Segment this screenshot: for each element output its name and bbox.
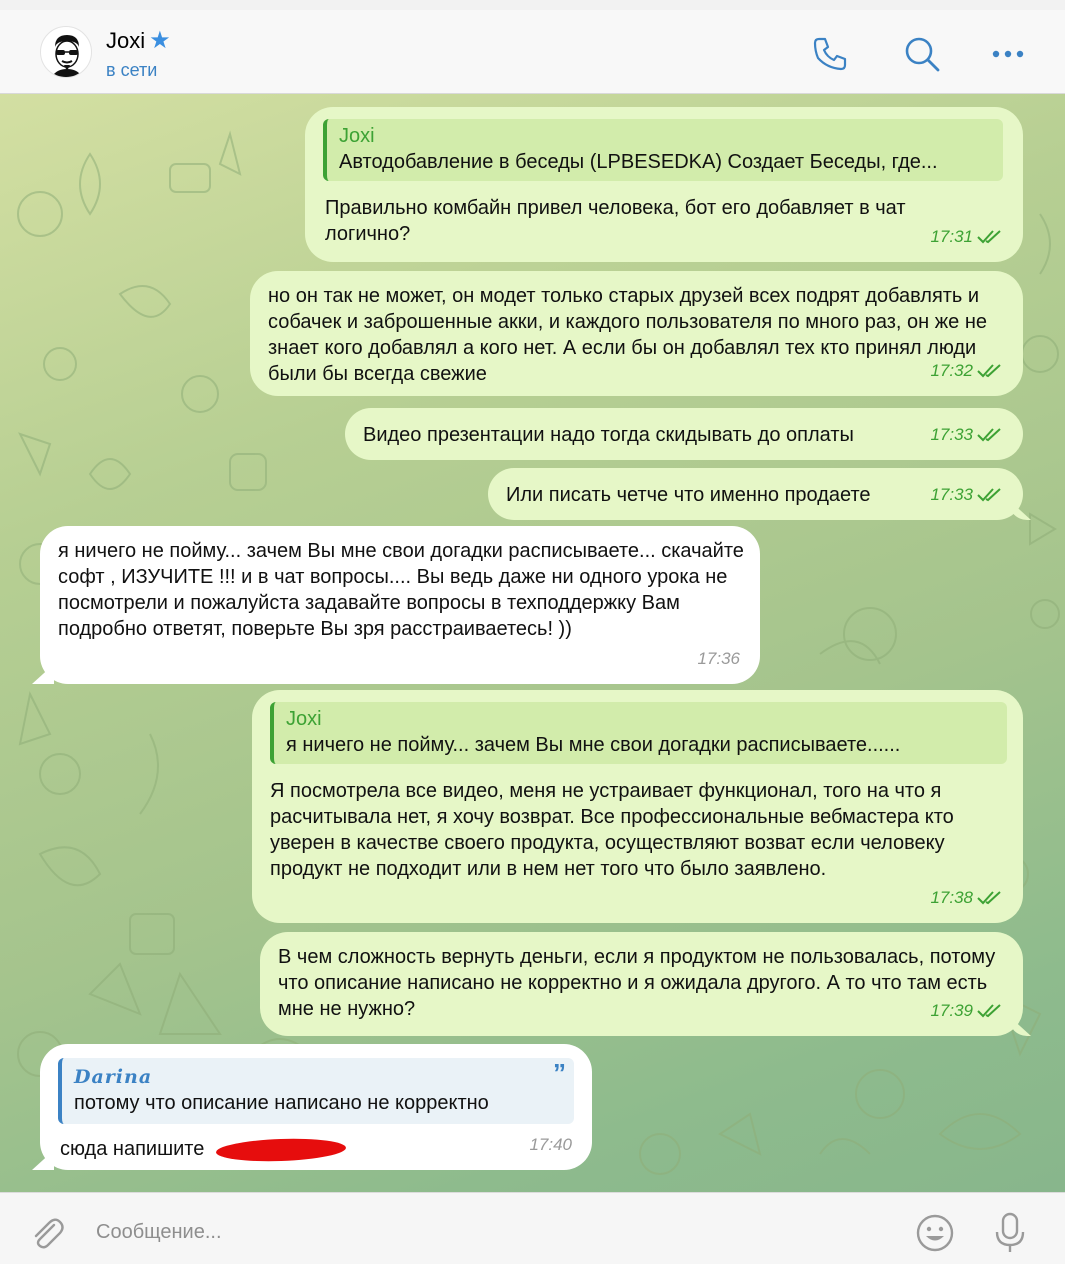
contact-status: в сети [106,60,158,80]
double-check-icon [977,488,1003,502]
reply-preview[interactable] [270,702,1007,764]
chat-area[interactable] [0,94,1065,1192]
more-icon[interactable] [986,32,1030,76]
message-text: но он так не может, он модет только старых друзей всех подрят добавлять и собачек и заброшенные акки, и каждого пользователя по много раз, он же не знает кого добавлял а кого нет. А если бы он добавлял тех кто принял люди были бы всегда свежие [268,285,987,385]
message-input[interactable]: Сообщение... [96,1221,222,1243]
contact-name[interactable] [106,28,171,54]
double-check-icon [977,230,1003,244]
message-bubble[interactable] [345,408,1023,460]
reply-text: Автодобавление в беседы (LPBESEDKA) Создает Беседы, где... [339,151,938,173]
message-meta [930,482,1003,508]
message-time: 17:38 [930,888,973,907]
message-time: 17:39 [930,1001,973,1020]
reply-author: Joxi [339,125,375,147]
reply-text: потому что описание написано не корректно [74,1092,489,1114]
star-icon: ★ [149,27,171,54]
message-meta [930,358,1003,384]
message-meta [529,1132,572,1158]
message-meta [930,998,1003,1024]
reply-author: Joxi [286,708,322,730]
message-text: Видео презентации надо тогда скидывать до оплаты [363,424,854,446]
double-check-icon [977,1004,1003,1018]
quote-icon: ” [553,1058,566,1088]
message-text: я ничего не пойму... зачем Вы мне свои догадки расписываете... скачайте софт , ИЗУЧИТЕ !!! и в чат вопросы.... Вы ведь даже ни одного урока не посмотрели и пожалуйста задавайте вопросы в техподдержку Вам подробно ответят, поверьте Вы зря расстраиваетесь! )) [58,540,744,640]
message-bubble[interactable] [40,526,760,684]
message-time: 17:40 [529,1135,572,1154]
message-meta [697,646,740,672]
search-icon[interactable] [900,32,944,76]
message-composer [0,1192,1065,1264]
message-text: Или писать четче что именно продаете [506,484,871,506]
message-time: 17:33 [930,485,973,504]
microphone-icon[interactable] [988,1211,1032,1255]
reply-preview[interactable] [58,1058,574,1124]
message-text-row [58,1136,574,1162]
reply-preview[interactable] [323,119,1003,181]
message-text: сюда напишите [60,1138,205,1160]
message-text: Правильно комбайн привел человека, бот его добавляет в чат логично? [325,197,906,245]
double-check-icon [977,891,1003,905]
contact-name-label: Joxi [106,28,146,53]
emoji-icon[interactable] [913,1211,957,1255]
status-bar-strip [0,0,1065,10]
message-text: Я посмотрела все видео, меня не устраивает функционал, того на что я расчитывала нет, я хочу возврат. Все профессиональные вебмастера кто уверен в качестве своего продукта, осуществляют возват если человеку продукт не подходит или в нем нет того что было заявлено. [270,780,954,880]
message-meta [930,422,1003,448]
double-check-icon [977,364,1003,378]
reply-text: я ничего не пойму... зачем Вы мне свои догадки расписываете...... [286,734,901,756]
message-time: 17:32 [930,361,973,380]
avatar[interactable] [40,26,92,78]
message-time: 17:33 [930,425,973,444]
message-time: 17:31 [930,227,973,246]
double-check-icon [977,428,1003,442]
paperclip-icon[interactable] [24,1211,68,1255]
message-bubble[interactable] [252,690,1023,923]
message-bubble[interactable] [250,271,1023,396]
message-meta [930,885,1003,911]
message-bubble[interactable] [260,932,1023,1036]
message-meta [930,224,1003,250]
redaction-mark [216,1136,347,1163]
message-time: 17:36 [697,649,740,668]
message-bubble[interactable] [40,1044,592,1170]
message-bubble[interactable] [488,468,1023,520]
phone-icon[interactable] [808,32,852,76]
chat-header [0,10,1065,94]
message-text: В чем сложность вернуть деньги, если я продуктом не пользовалась, потому что описание написано не корректно и я ожидала другого. А то что там есть мне не нужно? [278,946,996,1020]
reply-author: Darina [74,1066,153,1088]
message-bubble[interactable] [305,107,1023,262]
